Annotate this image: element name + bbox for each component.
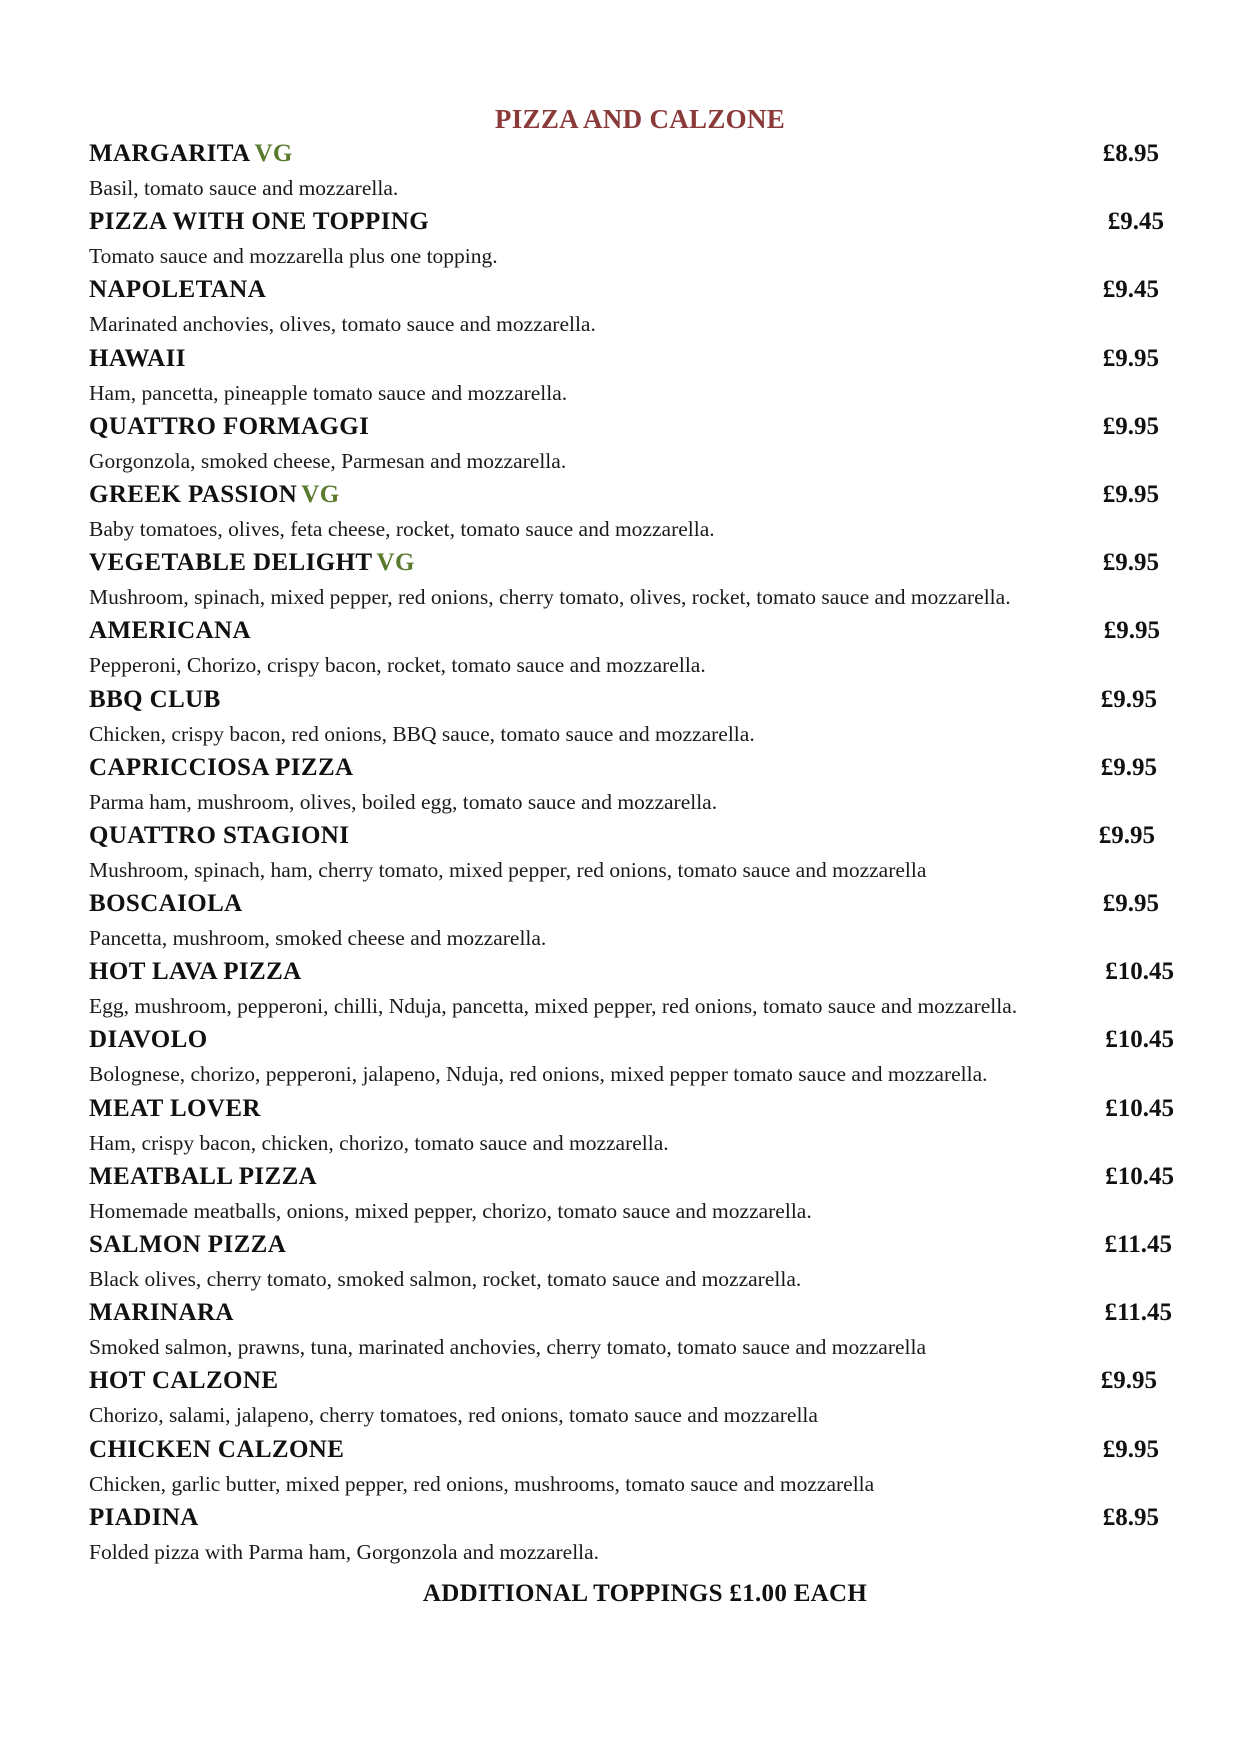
menu-item-description: Egg, mushroom, pepperoni, chilli, Nduja, pancetta, mixed pepper, red onions, tomato sauce and mozzarella. [89, 994, 1018, 1019]
menu-item-price: £10.45 [1105, 1026, 1174, 1054]
menu-item-name: PIADINA [89, 1503, 199, 1531]
menu-item [89, 617, 1209, 685]
menu-item-header [89, 549, 1209, 583]
menu-item-header [89, 1436, 1209, 1470]
menu-item-header [89, 481, 1209, 515]
menu-item-description: Chorizo, salami, jalapeno, cherry tomatoes, red onions, tomato sauce and mozzarella [89, 1403, 818, 1428]
menu-item-header [89, 958, 1209, 992]
menu-item-price: £10.45 [1105, 1162, 1174, 1190]
menu-item-name: MEAT LOVER [89, 1094, 261, 1122]
additional-toppings-note: ADDITIONAL TOPPINGS £1.00 EACH [422, 1580, 868, 1607]
menu-item [89, 1026, 1209, 1094]
menu-item [89, 890, 1209, 958]
menu-item-price: £9.95 [1102, 480, 1159, 508]
menu-list [89, 140, 1209, 1572]
menu-item-name: MARGARITA [89, 140, 251, 167]
menu-item-header [89, 1299, 1209, 1333]
menu-item [89, 754, 1209, 822]
page-title: PIZZA AND CALZONE [494, 104, 786, 134]
menu-item-description: Gorgonzola, smoked cheese, Parmesan and mozzarella. [89, 448, 567, 473]
menu-item-description: Parma ham, mushroom, olives, boiled egg, tomato sauce and mozzarella. [89, 789, 718, 814]
menu-item-header [89, 1231, 1209, 1265]
menu-item-header [89, 413, 1209, 447]
menu-item-price: £10.45 [1105, 958, 1174, 986]
menu-item-header [89, 617, 1209, 651]
menu-item [89, 1436, 1209, 1504]
menu-item-price: £8.95 [1102, 1503, 1159, 1531]
menu-item-price: £9.95 [1102, 344, 1159, 372]
menu-item-header [89, 208, 1209, 242]
menu-item-description: Mushroom, spinach, ham, cherry tomato, mixed pepper, red onions, tomato sauce and mozzarella [89, 857, 927, 882]
menu-item-price: £9.95 [1102, 549, 1159, 577]
menu-item [89, 822, 1209, 890]
menu-item-description: Pancetta, mushroom, smoked cheese and mozzarella. [89, 926, 547, 951]
menu-item-name: NAPOLETANA [89, 276, 267, 304]
menu-item-name: HAWAII [89, 344, 186, 372]
menu-item-name: HOT LAVA PIZZA [89, 958, 302, 986]
menu-item-price: £9.95 [1103, 617, 1160, 645]
menu-item-price: £10.45 [1105, 1094, 1174, 1122]
menu-item-header [89, 686, 1209, 720]
menu-item-description: Smoked salmon, prawns, tuna, marinated anchovies, cherry tomato, tomato sauce and mozzarella [89, 1335, 927, 1360]
menu-item [89, 481, 1209, 549]
menu-item-description: Mushroom, spinach, mixed pepper, red onions, cherry tomato, olives, rocket, tomato sauce and mozzarella. [89, 585, 1011, 610]
menu-item-description: Tomato sauce and mozzarella plus one topping. [89, 244, 498, 269]
menu-item [89, 1095, 1209, 1163]
menu-item-price: £9.45 [1107, 208, 1164, 236]
menu-item-name: BOSCAIOLA [89, 890, 243, 918]
menu-item-name: HOT CALZONE [89, 1367, 279, 1395]
menu-item-header [89, 345, 1209, 379]
menu-item-description: Marinated anchovies, olives, tomato sauce and mozzarella. [89, 312, 596, 337]
menu-item-header [89, 890, 1209, 924]
menu-item-header [89, 822, 1209, 856]
menu-item [89, 345, 1209, 413]
vegetarian-badge: VG [301, 480, 340, 508]
menu-item-name: GREEK PASSION [89, 480, 298, 508]
menu-item-name: BBQ CLUB [89, 685, 221, 713]
menu-item [89, 140, 1209, 208]
menu-item-description: Chicken, garlic butter, mixed pepper, red onions, mushrooms, tomato sauce and mozzarella [89, 1471, 875, 1496]
menu-item-header [89, 140, 1209, 174]
menu-item-price: £9.95 [1098, 821, 1155, 849]
menu-item-description: Black olives, cherry tomato, smoked salmon, rocket, tomato sauce and mozzarella. [89, 1267, 802, 1291]
menu-item-name: MEATBALL PIZZA [89, 1162, 318, 1190]
menu-item-name: DIAVOLO [89, 1026, 208, 1054]
menu-item-description: Ham, crispy bacon, chicken, chorizo, tomato sauce and mozzarella. [89, 1130, 669, 1155]
menu-item-name: PIZZA WITH ONE TOPPING [89, 208, 430, 236]
menu-item [89, 549, 1209, 617]
menu-item-name: QUATTRO STAGIONI [89, 821, 350, 849]
menu-item-price: £11.45 [1104, 1299, 1172, 1327]
vegetarian-badge: VG [376, 549, 415, 577]
menu-item-name: AMERICANA [89, 617, 251, 645]
menu-item [89, 686, 1209, 754]
menu-item-description: Baby tomatoes, olives, feta cheese, rocket, tomato sauce and mozzarella. [89, 516, 715, 541]
menu-item-description: Homemade meatballs, onions, mixed pepper, chorizo, tomato sauce and mozzarella. [89, 1198, 812, 1223]
menu-item [89, 1231, 1209, 1299]
menu-item [89, 1504, 1209, 1572]
menu-item-name: CAPRICCIOSA PIZZA [89, 753, 354, 781]
menu-item-name: SALMON PIZZA [89, 1231, 287, 1258]
menu-item-description: Pepperoni, Chorizo, crispy bacon, rocket, tomato sauce and mozzarella. [89, 653, 706, 678]
menu-item-price: £9.95 [1100, 685, 1157, 713]
menu-item [89, 276, 1209, 344]
menu-item-header [89, 1504, 1209, 1538]
menu-item-price: £9.95 [1102, 890, 1159, 918]
menu-item [89, 208, 1209, 276]
menu-item [89, 413, 1209, 481]
menu-item-header [89, 754, 1209, 788]
menu-item [89, 958, 1209, 1026]
menu-item [89, 1367, 1209, 1435]
menu-item-name: VEGETABLE DELIGHT [89, 549, 373, 577]
menu-item [89, 1299, 1209, 1367]
menu-item-price: £8.95 [1102, 140, 1159, 167]
menu-item-description: Chicken, crispy bacon, red onions, BBQ sauce, tomato sauce and mozzarella. [89, 721, 755, 746]
menu-item-price: £9.95 [1102, 412, 1159, 440]
menu-item-header [89, 276, 1209, 310]
menu-item-price: £9.95 [1100, 1367, 1157, 1395]
menu-item-header [89, 1367, 1209, 1401]
menu-item-description: Ham, pancetta, pineapple tomato sauce and mozzarella. [89, 380, 568, 405]
menu-item [89, 1163, 1209, 1231]
menu-item-header [89, 1095, 1209, 1129]
menu-item-header [89, 1163, 1209, 1197]
menu-item-name: QUATTRO FORMAGGI [89, 412, 370, 440]
menu-item-price: £9.95 [1102, 1435, 1159, 1463]
menu-item-price: £9.45 [1102, 276, 1159, 304]
menu-item-price: £11.45 [1104, 1231, 1172, 1258]
menu-item-header [89, 1026, 1209, 1060]
menu-item-description: Folded pizza with Parma ham, Gorgonzola and mozzarella. [89, 1539, 600, 1564]
menu-item-name: MARINARA [89, 1299, 234, 1327]
vegetarian-badge: VG [254, 140, 293, 167]
menu-item-description: Bolognese, chorizo, pepperoni, jalapeno, Nduja, red onions, mixed pepper tomato sauce and mozzarella. [89, 1062, 988, 1087]
menu-item-price: £9.95 [1100, 753, 1157, 781]
menu-item-description: Basil, tomato sauce and mozzarella. [89, 176, 399, 200]
menu-item-name: CHICKEN CALZONE [89, 1435, 345, 1463]
